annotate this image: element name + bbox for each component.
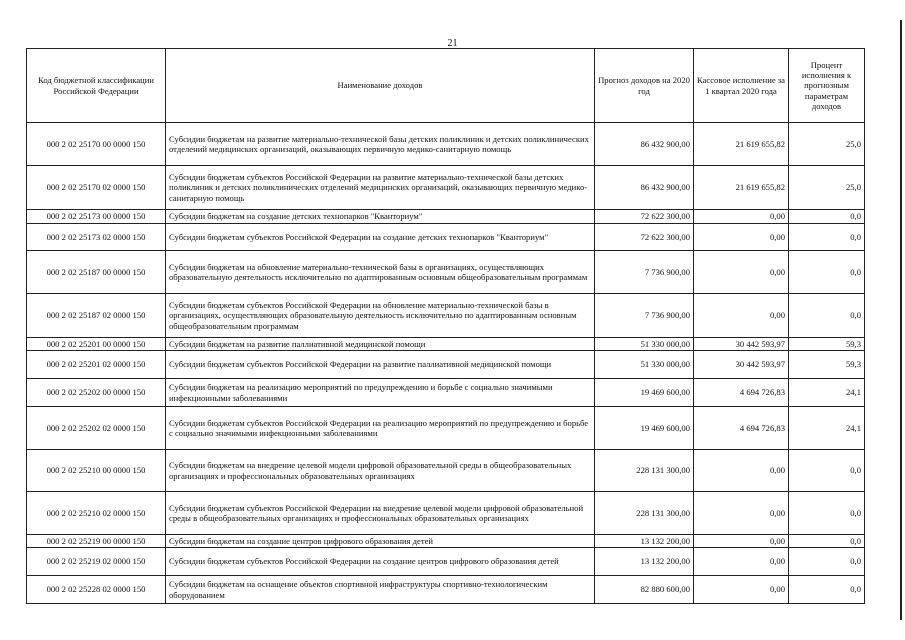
row-code: 000 2 02 25210 02 0000 150 [27,492,166,535]
row-cash: 0,00 [694,294,789,338]
row-forecast: 228 131 300,00 [595,450,694,492]
table-row [27,294,865,338]
row-name: Субсидии бюджетам субъектов Российской Федерации на обновление материально-технической базы в организациях, осуществляющих образовательную деятельность исключительно по адаптированным основным общеобразовательным программам [166,294,595,338]
row-forecast: 72 622 300,00 [595,224,694,251]
table-row [27,210,865,224]
table-row [27,576,865,604]
row-forecast: 13 132 200,00 [595,548,694,576]
row-code: 000 2 02 25170 02 0000 150 [27,166,166,210]
row-name: Субсидии бюджетам на развитие паллиативной медицинской помощи [166,338,595,351]
row-percent: 0,0 [789,576,865,604]
row-forecast: 51 330 000,00 [595,351,694,379]
row-code: 000 2 02 25219 00 0000 150 [27,535,166,548]
row-percent: 0,0 [789,210,865,224]
row-name: Субсидии бюджетам на оснащение объектов спортивной инфраструктуры спортивно-технологическим оборудованием [166,576,595,604]
header-percent: Процент исполнения к прогнозным параметрам доходов [789,49,865,123]
row-code: 000 2 02 25210 00 0000 150 [27,450,166,492]
row-forecast: 19 469 600,00 [595,407,694,450]
row-percent: 0,0 [789,294,865,338]
row-forecast: 19 469 600,00 [595,379,694,407]
row-cash: 4 694 726,83 [694,379,789,407]
row-code: 000 2 02 25187 02 0000 150 [27,294,166,338]
header-forecast: Прогноз доходов на 2020 год [595,49,694,123]
row-percent: 0,0 [789,224,865,251]
header-cash: Кассовое исполнение за 1 квартал 2020 года [694,49,789,123]
row-cash: 0,00 [694,251,789,294]
table-row [27,251,865,294]
row-code: 000 2 02 25202 02 0000 150 [27,407,166,450]
row-cash: 0,00 [694,492,789,535]
row-code: 000 2 02 25170 00 0000 150 [27,123,166,166]
row-cash: 0,00 [694,548,789,576]
row-cash: 0,00 [694,535,789,548]
row-percent: 0,0 [789,535,865,548]
header-name: Наименование доходов [166,49,595,123]
row-forecast: 13 132 200,00 [595,535,694,548]
row-cash: 21 619 655,82 [694,166,789,210]
row-name: Субсидии бюджетам субъектов Российской Федерации на создание детских технопарков "Кванториум" [166,224,595,251]
row-code: 000 2 02 25202 00 0000 150 [27,379,166,407]
row-name: Субсидии бюджетам субъектов Российской Федерации на развитие паллиативной медицинской помощи [166,351,595,379]
row-forecast: 86 432 900,00 [595,166,694,210]
header-row [27,49,865,123]
table-row [27,450,865,492]
row-cash: 21 619 655,82 [694,123,789,166]
row-code: 000 2 02 25173 02 0000 150 [27,224,166,251]
header-code: Код бюджетной классификации Российской Федерации [27,49,166,123]
row-percent: 0,0 [789,492,865,535]
row-code: 000 2 02 25201 02 0000 150 [27,351,166,379]
row-cash: 0,00 [694,224,789,251]
row-percent: 24,1 [789,379,865,407]
table-row [27,123,865,166]
table-row [27,492,865,535]
budget-revenue-table [26,48,865,604]
row-cash: 30 442 593,97 [694,338,789,351]
row-code: 000 2 02 25228 02 0000 150 [27,576,166,604]
row-name: Субсидии бюджетам на создание детских технопарков "Кванториум" [166,210,595,224]
table-row [27,224,865,251]
table-row [27,351,865,379]
row-code: 000 2 02 25201 00 0000 150 [27,338,166,351]
row-cash: 0,00 [694,210,789,224]
row-name: Субсидии бюджетам субъектов Российской Федерации на развитие материально-технической базы детских поликлиник и детских поликлинических отделений медицинских организаций, оказывающих первичную медико-санитарную помощь [166,166,595,210]
row-code: 000 2 02 25187 00 0000 150 [27,251,166,294]
row-forecast: 82 880 600,00 [595,576,694,604]
row-cash: 4 694 726,83 [694,407,789,450]
table-row [27,379,865,407]
table-row [27,407,865,450]
row-forecast: 228 131 300,00 [595,492,694,535]
row-percent: 0,0 [789,548,865,576]
row-forecast: 7 736 900,00 [595,294,694,338]
row-name: Субсидии бюджетам субъектов Российской Федерации на реализацию мероприятий по предупреждению и борьбе с социально значимыми инфекционными заболеваниями [166,407,595,450]
row-name: Субсидии бюджетам на обновление материально-технической базы в организациях, осуществляющих образовательную деятельность исключительно по адаптированным основным общеобразовательным программам [166,251,595,294]
row-cash: 0,00 [694,450,789,492]
row-cash: 30 442 593,97 [694,351,789,379]
page-number: 21 [447,38,458,49]
row-name: Субсидии бюджетам на развитие материально-технической базы детских поликлиник и детских поликлинических отделений медицинских организаций, оказывающих первичную медико-санитарную помощь [166,123,595,166]
row-percent: 25,0 [789,166,865,210]
row-cash: 0,00 [694,576,789,604]
row-name: Субсидии бюджетам субъектов Российской Федерации на внедрение целевой модели цифровой образовательной среды в общеобразовательных организациях и профессиональных образовательных организациях [166,492,595,535]
row-percent: 0,0 [789,450,865,492]
table-row [27,338,865,351]
row-name: Субсидии бюджетам субъектов Российской Федерации на создание центров цифрового образования детей [166,548,595,576]
row-percent: 24,1 [789,407,865,450]
row-percent: 59,3 [789,351,865,379]
row-name: Субсидии бюджетам на внедрение целевой модели цифровой образовательной среды в общеобразовательных организациях и профессиональных образовательных организациях [166,450,595,492]
row-percent: 25,0 [789,123,865,166]
row-code: 000 2 02 25219 02 0000 150 [27,548,166,576]
row-name: Субсидии бюджетам на реализацию мероприятий по предупреждению и борьбе с социально значимыми инфекционными заболеваниями [166,379,595,407]
row-forecast: 7 736 900,00 [595,251,694,294]
row-forecast: 72 622 300,00 [595,210,694,224]
table-row [27,548,865,576]
row-forecast: 51 330 000,00 [595,338,694,351]
table-row [27,166,865,210]
row-code: 000 2 02 25173 00 0000 150 [27,210,166,224]
table-row [27,535,865,548]
row-forecast: 86 432 900,00 [595,123,694,166]
page-edge-line [900,20,902,620]
row-name: Субсидии бюджетам на создание центров цифрового образования детей [166,535,595,548]
row-percent: 0,0 [789,251,865,294]
row-percent: 59,3 [789,338,865,351]
